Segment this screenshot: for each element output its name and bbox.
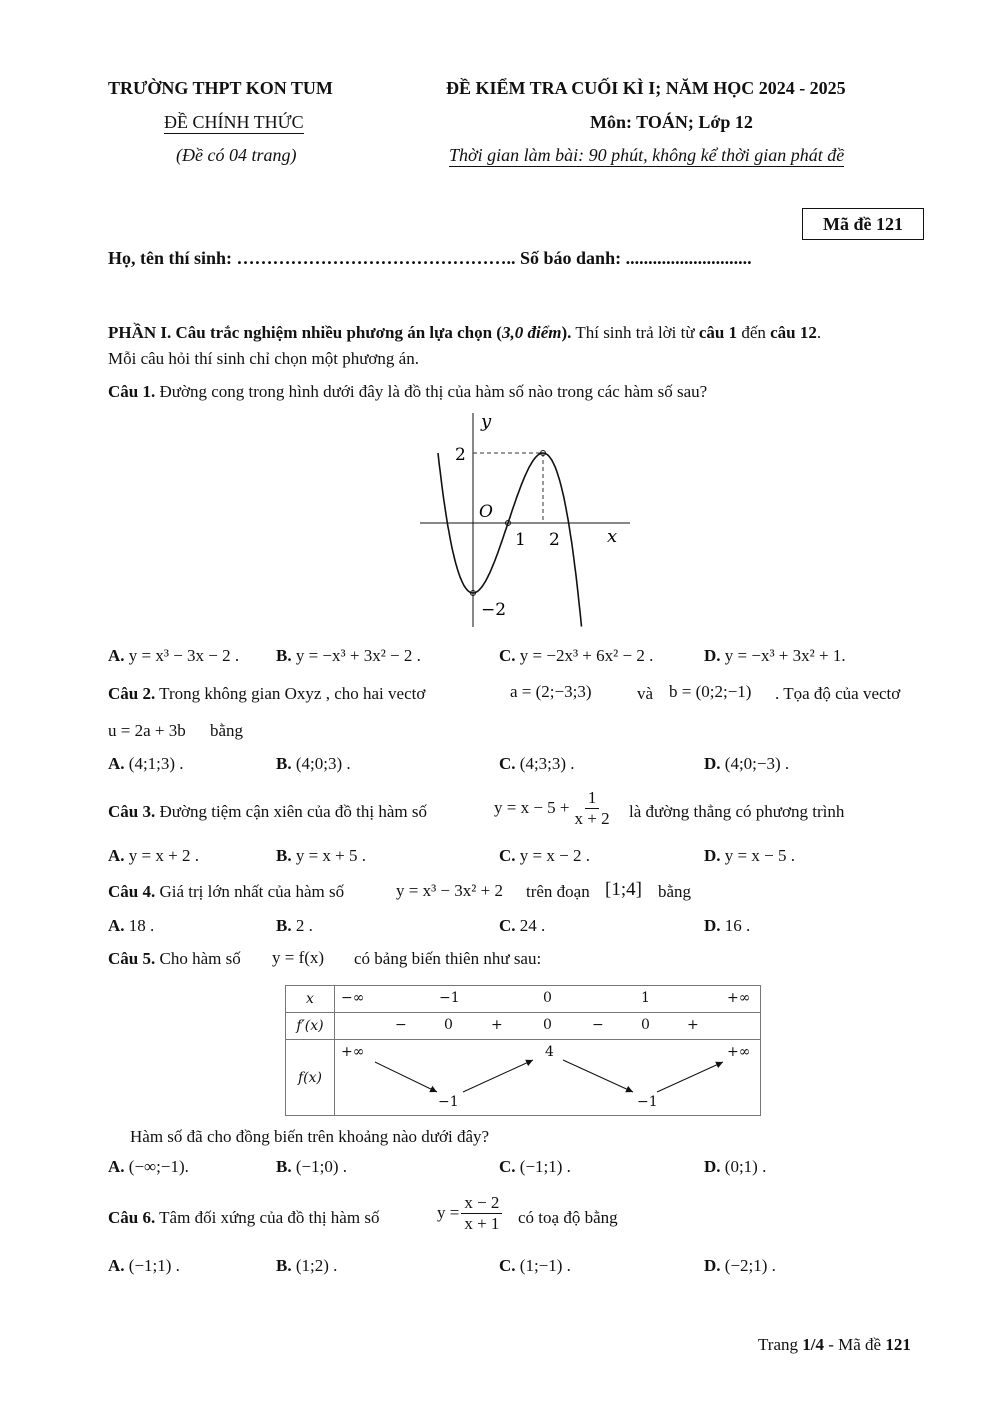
arrow-up-1 [463,1060,533,1092]
time-label: Thời gian làm bài: 90 phút, không kể thời gian phát đề [449,145,845,165]
f-bottom-value: −1 [637,1094,658,1110]
q5-option-d[interactable]: D. (0;1) . [704,1157,767,1176]
exam-title: ĐỀ KIỂM TRA CUỐI KÌ I; NĂM HỌC 2024 - 2025 [446,78,846,98]
x-value: −1 [439,990,460,1006]
row-label-f: f(x) [286,1040,335,1116]
q5-function: y = f(x) [272,948,325,967]
exam-code-box: Mã đề 121 [802,208,924,240]
sign: + [491,1017,503,1033]
q4-function: y = x³ − 3x² + 2 [396,881,503,900]
pages-note: (Đề có 04 trang) [176,145,297,165]
question-1: Câu 1. Đường cong trong hình dưới đây là đồ thị của hàm số nào trong các hàm số sau? [108,382,708,401]
q1-option-c[interactable]: C. y = −2x³ + 6x² − 2 . [499,646,654,665]
q6-tail: có toạ độ bằng [518,1208,618,1227]
f-top-value: +∞ [341,1044,365,1060]
q3-option-a[interactable]: A. y = x + 2 . [108,846,199,865]
official-label: ĐỀ CHÍNH THỨC [164,112,304,132]
tick-label-1: 1 [515,530,526,550]
q4-option-c[interactable]: C. 24 . [499,916,546,935]
q2-vector-b: b = (0;2;−1) [669,682,752,701]
q6-option-b[interactable]: B. (1;2) . [276,1256,338,1275]
q5-tail: có bảng biến thiên như sau: [354,949,542,968]
q2-option-d[interactable]: D. (4;0;−3) . [704,754,790,773]
sign: 0 [444,1017,453,1033]
q4-mid: trên đoạn [526,882,590,901]
x-value: −∞ [341,990,365,1006]
question-2: Câu 2. Trong không gian Oxyz , cho hai vectơ [108,684,426,703]
q6-option-a[interactable]: A. (−1;1) . [108,1256,180,1275]
q4-option-b[interactable]: B. 2 . [276,916,313,935]
arrow-up-2 [657,1062,723,1092]
x-value: +∞ [727,990,751,1006]
q3-option-c[interactable]: C. y = x − 2 . [499,846,590,865]
part1-instruction: Mỗi câu hỏi thí sinh chỉ chọn một phương án. [108,349,419,368]
q2-tail: . Tọa độ của vectơ [775,684,901,703]
f-bottom-value: −1 [438,1094,459,1110]
q2-tail2: bằng [210,721,244,740]
q6-option-c[interactable]: C. (1;−1) . [499,1256,571,1275]
question-3: Câu 3. Đường tiệm cận xiên của đồ thị hàm số [108,802,427,821]
q1-option-d[interactable]: D. y = −x³ + 3x² + 1. [704,646,846,665]
q3-function: y = x − 5 + $\frac{1}{x + 2}$ [494,788,610,828]
f-top-value: +∞ [727,1044,751,1060]
sign: − [395,1017,407,1033]
value-label-2: 2 [455,445,466,465]
q5-option-b[interactable]: B. (−1;0) . [276,1157,347,1176]
sign: + [687,1017,699,1033]
q4-tail: bằng [658,882,692,901]
variation-table [285,985,761,1116]
school-name: TRƯỜNG THPT KON TUM [108,78,333,98]
q2-vector-a: a = (2;−3;3) [510,682,592,701]
q2-option-c[interactable]: C. (4;3;3) . [499,754,575,773]
q3-option-b[interactable]: B. y = x + 5 . [276,846,367,865]
q1-option-b[interactable]: B. y = −x³ + 3x² − 2 . [276,646,421,665]
q1-graph [405,405,645,635]
value-label-neg2: −2 [481,600,507,620]
origin-label: O [479,502,493,522]
x-value: 1 [641,990,650,1006]
y-axis-label: y [481,411,492,432]
page-footer: Trang 1/4 - Mã đề 121 [758,1335,911,1354]
q2-and: và [637,684,654,703]
q5-option-c[interactable]: C. (−1;1) . [499,1157,571,1176]
q4-option-d[interactable]: D. 16 . [704,916,751,935]
row-label-x: x [286,986,335,1013]
f-values-cell [335,1040,761,1116]
q5-option-a[interactable]: A. (−∞;−1). [108,1157,189,1176]
question-4: Câu 4. Giá trị lớn nhất của hàm số [108,882,345,901]
q5-question: Hàm số đã cho đồng biến trên khoảng nào dưới đây? [130,1127,490,1146]
x-value: 0 [543,990,552,1006]
x-axis-label: x [607,526,618,547]
part1-heading: PHẦN I. Câu trắc nghiệm nhiều phương án lựa chọn (3,0 điểm). Thí sinh trả lời từ câu 1 đến câu 12. [108,323,822,342]
q6-function: y = $\frac{x - 2}{x + 1}$ [437,1193,504,1233]
sign: − [592,1017,604,1033]
function-curve [438,453,582,627]
variation-arrows [335,1040,760,1116]
sign: 0 [641,1017,650,1033]
q6-option-d[interactable]: D. (−2;1) . [704,1256,776,1275]
x-values-cell [335,986,761,1013]
tick-label-2: 2 [549,530,560,550]
fprime-signs-cell [335,1013,761,1040]
q2-vector-u: u = 2a + 3b [108,721,186,740]
question-6: Câu 6. Tâm đối xứng của đồ thị hàm số [108,1208,380,1227]
q1-option-a[interactable]: A. y = x³ − 3x − 2 . [108,646,240,665]
q2-option-a[interactable]: A. (4;1;3) . [108,754,184,773]
subject-label: Môn: TOÁN; Lớp 12 [590,112,753,132]
arrow-down-1 [375,1062,437,1092]
student-info-line: Họ, tên thí sinh: ……………………………………….. Số báo danh: ............................ [108,248,752,268]
q3-option-d[interactable]: D. y = x − 5 . [704,846,795,865]
arrow-down-2 [563,1060,633,1092]
q4-option-a[interactable]: A. 18 . [108,916,155,935]
row-label-fprime: f′(x) [286,1013,335,1040]
q2-option-b[interactable]: B. (4;0;3) . [276,754,351,773]
sign: 0 [543,1017,552,1033]
q3-tail: là đường thẳng có phương trình [629,802,845,821]
question-5: Câu 5. Cho hàm số [108,949,241,968]
q4-interval: [1;4] [605,879,642,900]
f-top-value: 4 [545,1044,554,1060]
